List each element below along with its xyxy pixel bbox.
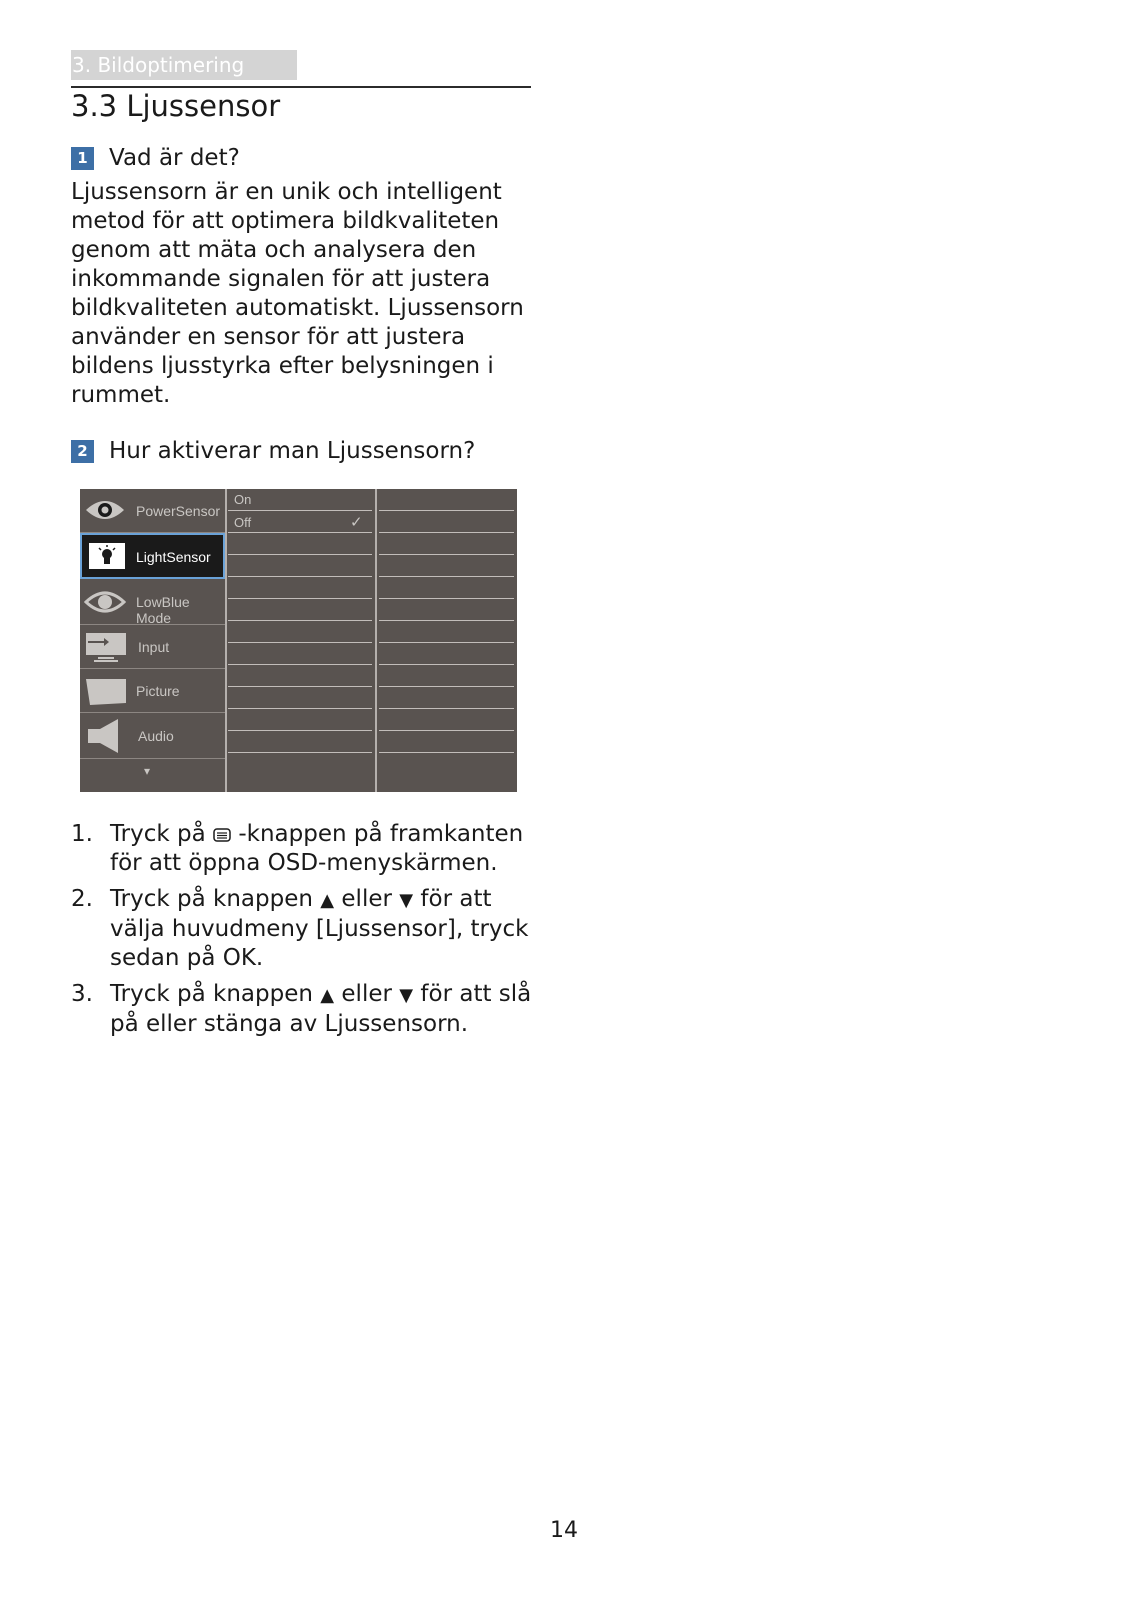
osd-row-line xyxy=(228,686,372,687)
osd-row-line xyxy=(379,554,514,555)
osd-row-line xyxy=(228,576,372,577)
osd-menu-label: LowBlue Mode xyxy=(136,594,190,626)
instruction-item xyxy=(71,980,541,1039)
eye-lowblue-icon xyxy=(84,588,126,616)
step-2-heading xyxy=(71,435,475,467)
osd-menu-screenshot xyxy=(80,489,517,792)
osd-menu-item-lowblue[interactable] xyxy=(80,579,225,625)
osd-menu-label: Audio xyxy=(138,728,174,744)
osd-option-off[interactable]: Off xyxy=(234,515,252,530)
osd-row-line xyxy=(228,664,372,665)
instruction-text: eller xyxy=(334,981,400,1007)
page-number: 14 xyxy=(550,1518,578,1543)
osd-row-line xyxy=(379,620,514,621)
osd-row-line xyxy=(379,642,514,643)
up-arrow-icon: ▲ xyxy=(320,985,335,1006)
osd-row-line xyxy=(379,664,514,665)
scroll-down-arrow-icon[interactable]: ▾ xyxy=(144,764,151,778)
osd-row-line xyxy=(228,598,372,599)
osd-row-line xyxy=(228,620,372,621)
osd-row-line xyxy=(379,576,514,577)
osd-row-line xyxy=(228,642,372,643)
osd-menu-item-audio[interactable] xyxy=(80,713,225,759)
body-paragraph: Ljussensorn är en unik och intelligent metod för att optimera bildkvaliteten genom att mäta och analysera den inkommande signalen för att justera bildkvaliteten automatiskt. Ljussensorn använder en sensor för att justera bildens ljusstyrka efter belysningen i rummet. xyxy=(71,179,524,408)
osd-menu-label: PowerSensor xyxy=(136,503,221,519)
osd-column-divider xyxy=(375,489,377,792)
osd-row-line xyxy=(379,598,514,599)
step-1-heading xyxy=(71,142,240,174)
osd-row-line xyxy=(228,730,372,731)
lightbulb-icon xyxy=(88,542,126,570)
osd-row-line xyxy=(379,686,514,687)
instruction-list xyxy=(71,820,541,1046)
check-icon: ✓ xyxy=(350,514,363,531)
instruction-item xyxy=(71,820,541,878)
instruction-text: Tryck på knappen xyxy=(110,981,321,1007)
osd-row-line xyxy=(379,708,514,709)
instruction-text: -knappen på framkanten för att öppna OSD-menyskärmen. xyxy=(110,821,524,876)
osd-row-line xyxy=(379,730,514,731)
osd-option-on[interactable]: On xyxy=(234,492,252,507)
instruction-item xyxy=(71,885,541,973)
osd-menu-item-input[interactable] xyxy=(80,625,225,669)
speaker-icon xyxy=(86,717,126,755)
instruction-text: Tryck på knappen xyxy=(110,886,321,912)
step-heading-text: Vad är det? xyxy=(109,145,240,171)
monitor-icon xyxy=(84,677,128,707)
down-arrow-icon: ▼ xyxy=(399,890,414,911)
instruction-text: för att välja huvudmeny [Ljussensor], tryck sedan på OK. xyxy=(110,886,529,971)
osd-menu-label: LightSensor xyxy=(136,549,211,565)
step-number-badge: 2 xyxy=(71,440,94,463)
osd-row-line xyxy=(228,554,372,555)
osd-menu-label: Input xyxy=(138,639,170,655)
osd-menu-item-powersensor[interactable] xyxy=(80,489,225,533)
osd-column-divider xyxy=(225,489,227,792)
section-title: 3.3 Ljussensor xyxy=(71,89,281,123)
step-number-badge: 1 xyxy=(71,147,94,170)
input-icon xyxy=(84,631,128,663)
eye-icon xyxy=(84,496,126,524)
osd-row-line xyxy=(379,532,514,533)
instruction-text: Tryck på xyxy=(110,821,214,847)
osd-menu-item-picture[interactable] xyxy=(80,669,225,713)
up-arrow-icon: ▲ xyxy=(320,890,335,911)
instruction-text: för att slå på eller stänga av Ljussensorn. xyxy=(110,981,532,1037)
osd-row-line xyxy=(379,752,514,753)
item-number: 2. xyxy=(71,886,93,912)
item-number: 3. xyxy=(71,981,93,1007)
osd-row-line xyxy=(228,752,372,753)
osd-row-line xyxy=(379,510,514,511)
item-number: 1. xyxy=(71,821,93,847)
osd-row-line xyxy=(228,532,372,533)
step-heading-text: Hur aktiverar man Ljussensorn? xyxy=(109,438,476,464)
osd-row-line xyxy=(228,510,372,511)
menu-button-icon xyxy=(213,828,231,842)
osd-menu-item-lightsensor[interactable] xyxy=(80,533,225,579)
chapter-label: 3. Bildoptimering xyxy=(72,53,245,77)
down-arrow-icon: ▼ xyxy=(399,985,414,1006)
instruction-text: eller xyxy=(334,886,400,912)
osd-row-line xyxy=(228,708,372,709)
osd-menu-label: Picture xyxy=(136,683,180,699)
chapter-tab xyxy=(71,50,297,80)
